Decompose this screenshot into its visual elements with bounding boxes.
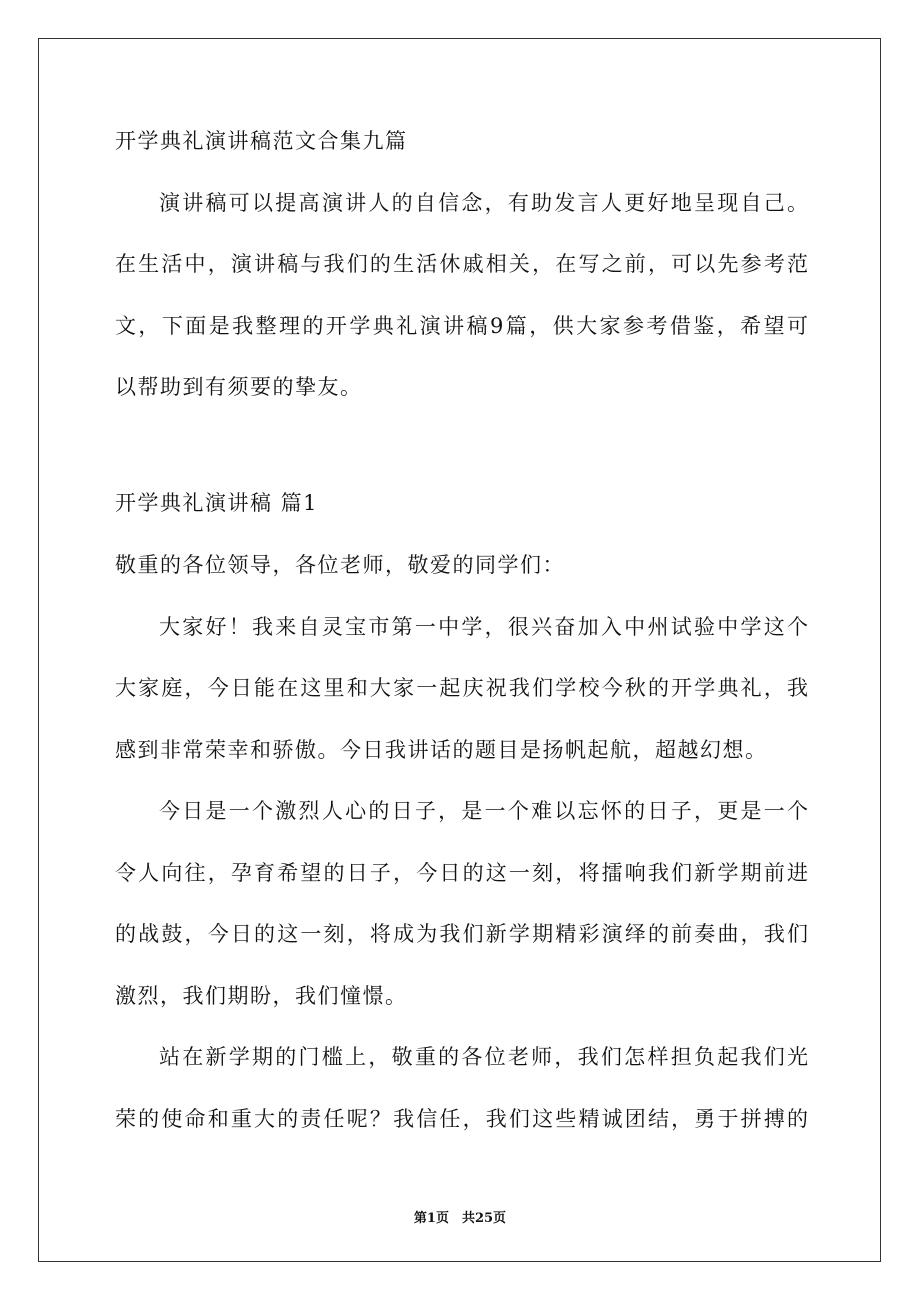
body-line: 的战鼓，今日的这一刻，将成为我们新学期精彩演绎的前奏曲，我们 (115, 922, 808, 946)
page-border (38, 38, 881, 1262)
body-line: 令人向往，孕育希望的日子，今日的这一刻，将擂响我们新学期前进 (115, 861, 808, 885)
body-line: 大家庭，今日能在这里和大家一起庆祝我们学校今秋的开学典礼，我 (115, 676, 808, 700)
intro-line: 文，下面是我整理的开学典礼演讲稿9篇，供大家参考借鉴，希望可 (115, 314, 808, 338)
document-title: 开学典礼演讲稿范文合集九篇 (115, 129, 408, 153)
section-heading: 开学典礼演讲稿 篇1 (115, 491, 319, 515)
body-line: 感到非常荣幸和骄傲。今日我讲话的题目是扬帆起航，超越幻想。 (115, 738, 768, 762)
intro-line: 在生活中，演讲稿与我们的生活休戚相关，在写之前，可以先参考范 (115, 252, 808, 276)
page-number-footer: 第1页 共25页 (413, 1211, 507, 1226)
intro-line: 演讲稿可以提高演讲人的自信念，有助发言人更好地呈现自己。 (159, 191, 808, 215)
body-line: 站在新学期的门槛上，敬重的各位老师，我们怎样担负起我们光 (159, 1045, 808, 1069)
body-line: 激烈，我们期盼，我们憧憬。 (115, 984, 408, 1008)
intro-line: 以帮助到有须要的挚友。 (115, 375, 363, 399)
body-line: 大家好！我来自灵宝市第一中学，很兴奋加入中州试验中学这个 (159, 615, 808, 639)
salutation: 敬重的各位领导，各位老师，敬爱的同学们： (115, 553, 565, 577)
body-line: 今日是一个激烈人心的日子，是一个难以忘怀的日子，更是一个 (159, 799, 808, 823)
body-line: 荣的使命和重大的责任呢？我信任，我们这些精诚团结，勇于拼搏的 (115, 1107, 808, 1131)
